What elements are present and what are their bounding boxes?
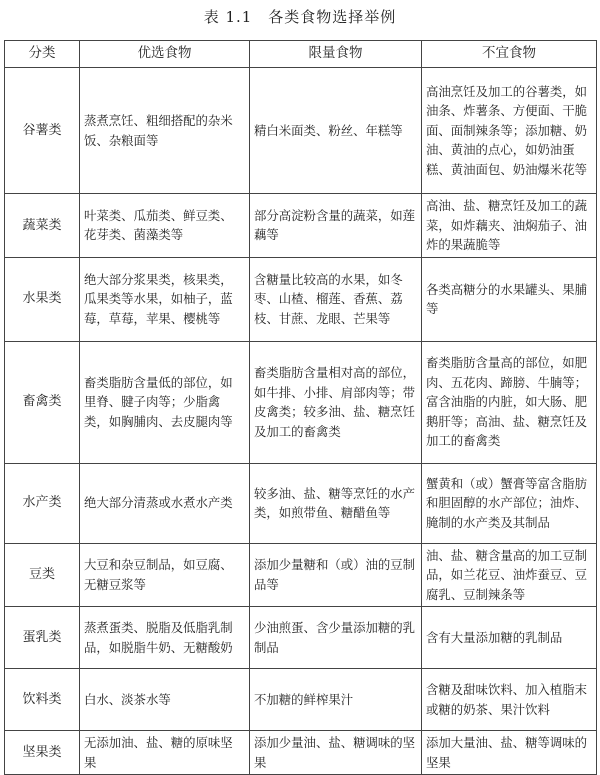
limited-cell: 添加少量油、盐、糖调味的坚果 bbox=[250, 731, 422, 775]
preferred-cell: 蒸煮蛋类、脱脂及低脂乳制品，如脱脂牛奶、无糖酸奶 bbox=[80, 607, 250, 669]
preferred-cell: 大豆和杂豆制品，如豆腐、无糖豆浆等 bbox=[80, 543, 250, 607]
avoid-cell: 油、盐、糖含量高的加工豆制品，如兰花豆、油炸蚕豆、豆腐乳、豆制辣条等 bbox=[422, 543, 597, 607]
table-row bbox=[5, 68, 597, 194]
category-cell: 豆类 bbox=[5, 543, 80, 607]
category-cell: 水产类 bbox=[5, 463, 80, 543]
preferred-cell: 无添加油、盐、糖的原味坚果 bbox=[80, 731, 250, 775]
header-row bbox=[5, 41, 597, 68]
header-avoid: 不宜食物 bbox=[422, 41, 597, 68]
limited-cell: 部分高淀粉含量的蔬菜，如莲藕等 bbox=[250, 194, 422, 258]
limited-cell: 少油煎蛋、含少量添加糖的乳制品 bbox=[250, 607, 422, 669]
table-row bbox=[5, 463, 597, 543]
table-row bbox=[5, 257, 597, 341]
table-caption: 表 1.1 各类食物选择举例 bbox=[203, 8, 397, 26]
preferred-cell: 蒸煮烹饪、粗细搭配的杂米饭、杂粮面等 bbox=[80, 68, 250, 194]
preferred-cell: 绝大部分浆果类，核果类，瓜果类等水果，如柚子，蓝莓，草莓，苹果、樱桃等 bbox=[80, 257, 250, 341]
limited-cell: 较多油、盐、糖等烹饪的水产类，如煎带鱼、糖醋鱼等 bbox=[250, 463, 422, 543]
avoid-cell: 含有大量添加糖的乳制品 bbox=[422, 607, 597, 669]
table-row bbox=[5, 543, 597, 607]
table-row bbox=[5, 194, 597, 258]
avoid-cell: 添加大量油、盐、糖等调味的坚果 bbox=[422, 731, 597, 775]
preferred-cell: 畜类脂肪含量低的部位，如里脊、腱子肉等；少脂禽类，如胸脯肉、去皮腿肉等 bbox=[80, 341, 250, 463]
table-row bbox=[5, 731, 597, 775]
preferred-cell: 叶菜类、瓜茄类、鲜豆类、花芽类、菌藻类等 bbox=[80, 194, 250, 258]
preferred-cell: 白水、淡茶水等 bbox=[80, 669, 250, 731]
limited-cell: 添加少量糖和（或）油的豆制品等 bbox=[250, 543, 422, 607]
category-cell: 谷薯类 bbox=[5, 68, 80, 194]
preferred-cell: 绝大部分清蒸或水煮水产类 bbox=[80, 463, 250, 543]
category-cell: 水果类 bbox=[5, 257, 80, 341]
table-row bbox=[5, 341, 597, 463]
table-row bbox=[5, 669, 597, 731]
limited-cell: 不加糖的鲜榨果汁 bbox=[250, 669, 422, 731]
limited-cell: 精白米面类、粉丝、年糕等 bbox=[250, 68, 422, 194]
category-cell: 蔬菜类 bbox=[5, 194, 80, 258]
table-row bbox=[5, 607, 597, 669]
avoid-cell: 高油、盐、糖烹饪及加工的蔬菜，如炸藕夹、油焖茄子、油炸的果蔬脆等 bbox=[422, 194, 597, 258]
header-limited: 限量食物 bbox=[250, 41, 422, 68]
avoid-cell: 各类高糖分的水果罐头、果脯等 bbox=[422, 257, 597, 341]
avoid-cell: 蟹黄和（或）蟹膏等富含脂肪和胆固醇的水产部位；油炸、腌制的水产类及其制品 bbox=[422, 463, 597, 543]
category-cell: 饮料类 bbox=[5, 669, 80, 731]
avoid-cell: 含糖及甜味饮料、加入植脂末或糖的奶茶、果汁饮料 bbox=[422, 669, 597, 731]
header-preferred: 优选食物 bbox=[80, 41, 250, 68]
category-cell: 畜禽类 bbox=[5, 341, 80, 463]
header-category: 分类 bbox=[5, 41, 80, 68]
limited-cell: 含糖量比较高的水果，如冬枣、山楂、榴莲、香蕉、荔枝、甘蔗、龙眼、芒果等 bbox=[250, 257, 422, 341]
avoid-cell: 高油烹饪及加工的谷薯类，如油条、炸薯条、方便面、干脆面、面制辣条等；添加糖、奶油、黄油的点心，如奶油蛋糕、黄油面包、奶油爆米花等 bbox=[422, 68, 597, 194]
category-cell: 坚果类 bbox=[5, 731, 80, 775]
food-selection-table bbox=[4, 40, 597, 775]
avoid-cell: 畜类脂肪含量高的部位，如肥肉、五花肉、蹄膀、牛腩等；富含油脂的内脏，如大肠、肥鹅肝等；高油、盐、糖烹饪及加工的畜禽类 bbox=[422, 341, 597, 463]
limited-cell: 畜类脂肪含量相对高的部位，如牛排、小排、肩部肉等；带皮禽类；较多油、盐、糖烹饪及加工的畜禽类 bbox=[250, 341, 422, 463]
category-cell: 蛋乳类 bbox=[5, 607, 80, 669]
